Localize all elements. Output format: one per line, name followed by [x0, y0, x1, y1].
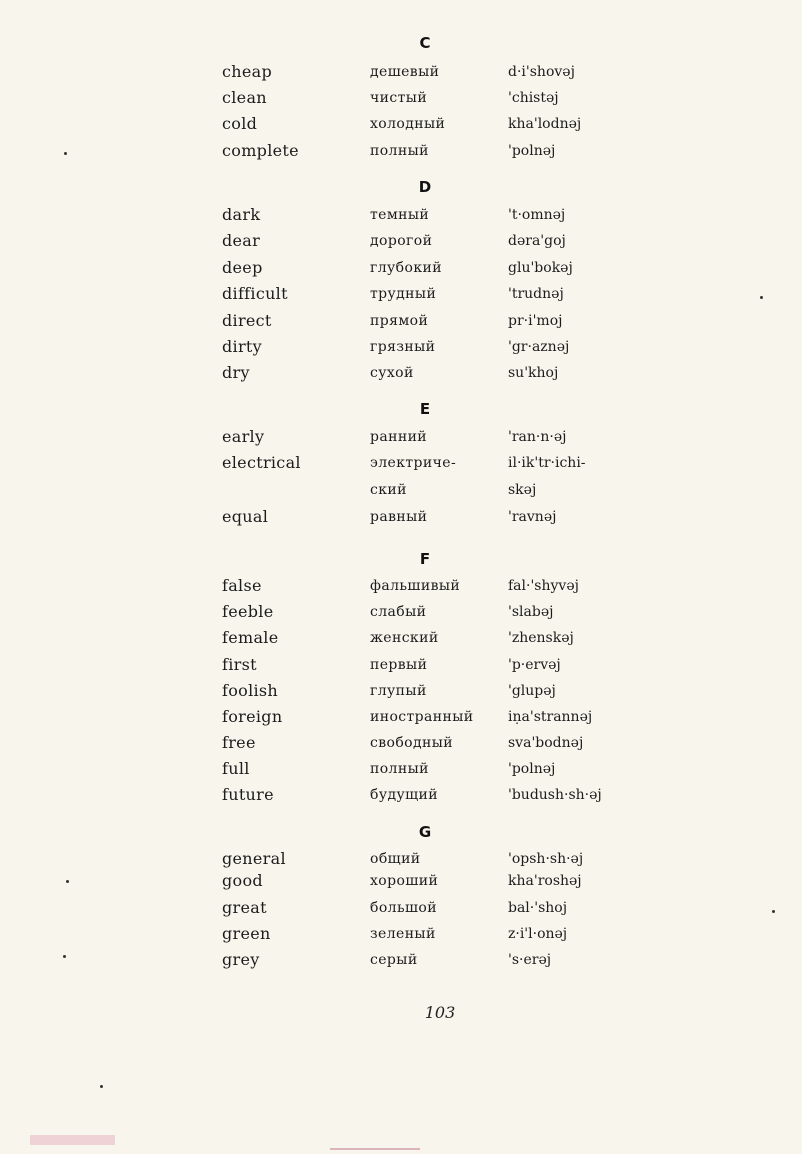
entry-row: [0, 628, 802, 654]
entry-row: [0, 141, 802, 167]
english-word: cold: [222, 114, 258, 133]
russian-word: фальшивый: [370, 578, 461, 594]
entry-row: [0, 785, 802, 811]
russian-word: свободный: [370, 735, 454, 751]
entry-row: [0, 898, 802, 924]
russian-word: будущий: [370, 787, 439, 803]
transliteration: 'glupəj: [508, 683, 556, 699]
transliteration: z·i'l·onəj: [508, 926, 568, 942]
russian-word: первый: [370, 657, 428, 673]
entry-row: [0, 602, 802, 628]
english-word: clean: [222, 88, 267, 107]
transliteration: iṇa'strannəj: [508, 709, 593, 725]
transliteration: kha'lodnəj: [508, 116, 582, 132]
entry-row: [0, 707, 802, 733]
transliteration: skəj: [508, 482, 537, 498]
english-word: early: [222, 427, 265, 446]
transliteration: 't·omnəj: [508, 207, 566, 223]
scan-speck: [772, 910, 775, 913]
english-word: feeble: [222, 602, 274, 621]
english-word: foreign: [222, 707, 283, 726]
entry-row: [0, 363, 802, 389]
transliteration: kha'roshəj: [508, 873, 582, 889]
entry-row: [0, 924, 802, 950]
english-word: electrical: [222, 453, 301, 472]
russian-word: глупый: [370, 683, 427, 699]
transliteration: bal·'shoj: [508, 900, 568, 916]
transliteration: fal·'shyvəj: [508, 578, 579, 594]
transliteration: 'ran·n·əj: [508, 429, 567, 445]
entry-row: [0, 205, 802, 231]
entry-row: [0, 62, 802, 88]
entry-row: [0, 733, 802, 759]
russian-word: глубокий: [370, 260, 442, 276]
transliteration: 'zhenskəj: [508, 630, 574, 646]
transliteration: su'khoj: [508, 365, 559, 381]
transliteration: sva'bodnəj: [508, 735, 584, 751]
russian-word: чистый: [370, 90, 428, 106]
russian-word: хороший: [370, 873, 439, 889]
entry-row: [0, 576, 802, 602]
english-word: general: [222, 849, 286, 868]
english-word: cheap: [222, 62, 273, 81]
entry-row: [0, 284, 802, 310]
entry-row-continued: [0, 480, 802, 506]
english-word: full: [222, 759, 250, 778]
english-word: good: [222, 871, 263, 890]
english-word: first: [222, 655, 257, 674]
english-word: deep: [222, 258, 263, 277]
entry-row: [0, 681, 802, 707]
transliteration: 'budush·sh·əj: [508, 787, 602, 803]
russian-word: электриче-: [370, 455, 457, 471]
english-word: dear: [222, 231, 261, 250]
russian-word: прямой: [370, 313, 429, 329]
entry-row: [0, 427, 802, 453]
section-letter: D: [418, 178, 432, 196]
scan-speck: [63, 955, 66, 958]
russian-word: общий: [370, 851, 421, 867]
scan-speck: [66, 880, 69, 883]
section-letter: C: [419, 34, 431, 52]
entry-row: [0, 88, 802, 114]
entry-row: [0, 871, 802, 897]
transliteration: 'slabəj: [508, 604, 554, 620]
english-word: direct: [222, 311, 272, 330]
transliteration: 'p·ervəj: [508, 657, 561, 673]
russian-word: слабый: [370, 604, 427, 620]
entry-row: [0, 950, 802, 976]
russian-word: полный: [370, 761, 429, 777]
russian-word: грязный: [370, 339, 436, 355]
english-word: great: [222, 898, 267, 917]
english-word: dirty: [222, 337, 262, 356]
entry-row: [0, 453, 802, 479]
page-number: 103: [424, 1003, 456, 1022]
scan-speck: [64, 152, 67, 155]
english-word: dark: [222, 205, 261, 224]
transliteration: 'opsh·sh·əj: [508, 851, 584, 867]
english-word: complete: [222, 141, 299, 160]
english-word: dry: [222, 363, 250, 382]
transliteration: 'polnəj: [508, 143, 556, 159]
transliteration: il·ik'tr·ichi-: [508, 455, 586, 471]
transliteration: dəra'goj: [508, 233, 566, 249]
transliteration: 'trudnəj: [508, 286, 564, 302]
section-letter: F: [419, 550, 431, 568]
russian-word: трудный: [370, 286, 437, 302]
transliteration: d·i'shovəj: [508, 64, 575, 80]
russian-word: ский: [370, 482, 407, 498]
transliteration: 's·erəj: [508, 952, 552, 968]
entry-row: [0, 258, 802, 284]
english-word: grey: [222, 950, 260, 969]
russian-word: ранний: [370, 429, 428, 445]
english-word: free: [222, 733, 256, 752]
section-letter: E: [419, 400, 431, 418]
transliteration: 'chistəj: [508, 90, 559, 106]
russian-word: дорогой: [370, 233, 433, 249]
english-word: foolish: [222, 681, 279, 700]
transliteration: 'ravnəj: [508, 509, 557, 525]
english-word: difficult: [222, 284, 288, 303]
transliteration: pr·i'moj: [508, 313, 563, 329]
scan-smudge: [30, 1135, 115, 1145]
russian-word: равный: [370, 509, 428, 525]
russian-word: большой: [370, 900, 437, 916]
russian-word: серый: [370, 952, 418, 968]
russian-word: сухой: [370, 365, 414, 381]
russian-word: дешевый: [370, 64, 440, 80]
transliteration: 'polnəj: [508, 761, 556, 777]
english-word: female: [222, 628, 279, 647]
entry-row: [0, 655, 802, 681]
english-word: false: [222, 576, 262, 595]
entry-row: [0, 507, 802, 533]
entry-row: [0, 114, 802, 140]
russian-word: зеленый: [370, 926, 436, 942]
scan-speck: [760, 296, 763, 299]
section-letter: G: [418, 823, 432, 841]
scan-mark: [330, 1148, 420, 1150]
russian-word: полный: [370, 143, 429, 159]
english-word: green: [222, 924, 271, 943]
russian-word: иностранный: [370, 709, 474, 725]
transliteration: 'gr·aznəj: [508, 339, 570, 355]
entry-row: [0, 337, 802, 363]
entry-row: [0, 311, 802, 337]
russian-word: женский: [370, 630, 439, 646]
english-word: future: [222, 785, 274, 804]
entry-row: [0, 759, 802, 785]
scan-speck: [100, 1085, 103, 1088]
russian-word: темный: [370, 207, 430, 223]
russian-word: холодный: [370, 116, 446, 132]
entry-row: [0, 231, 802, 257]
english-word: equal: [222, 507, 269, 526]
transliteration: glu'bokəj: [508, 260, 573, 276]
